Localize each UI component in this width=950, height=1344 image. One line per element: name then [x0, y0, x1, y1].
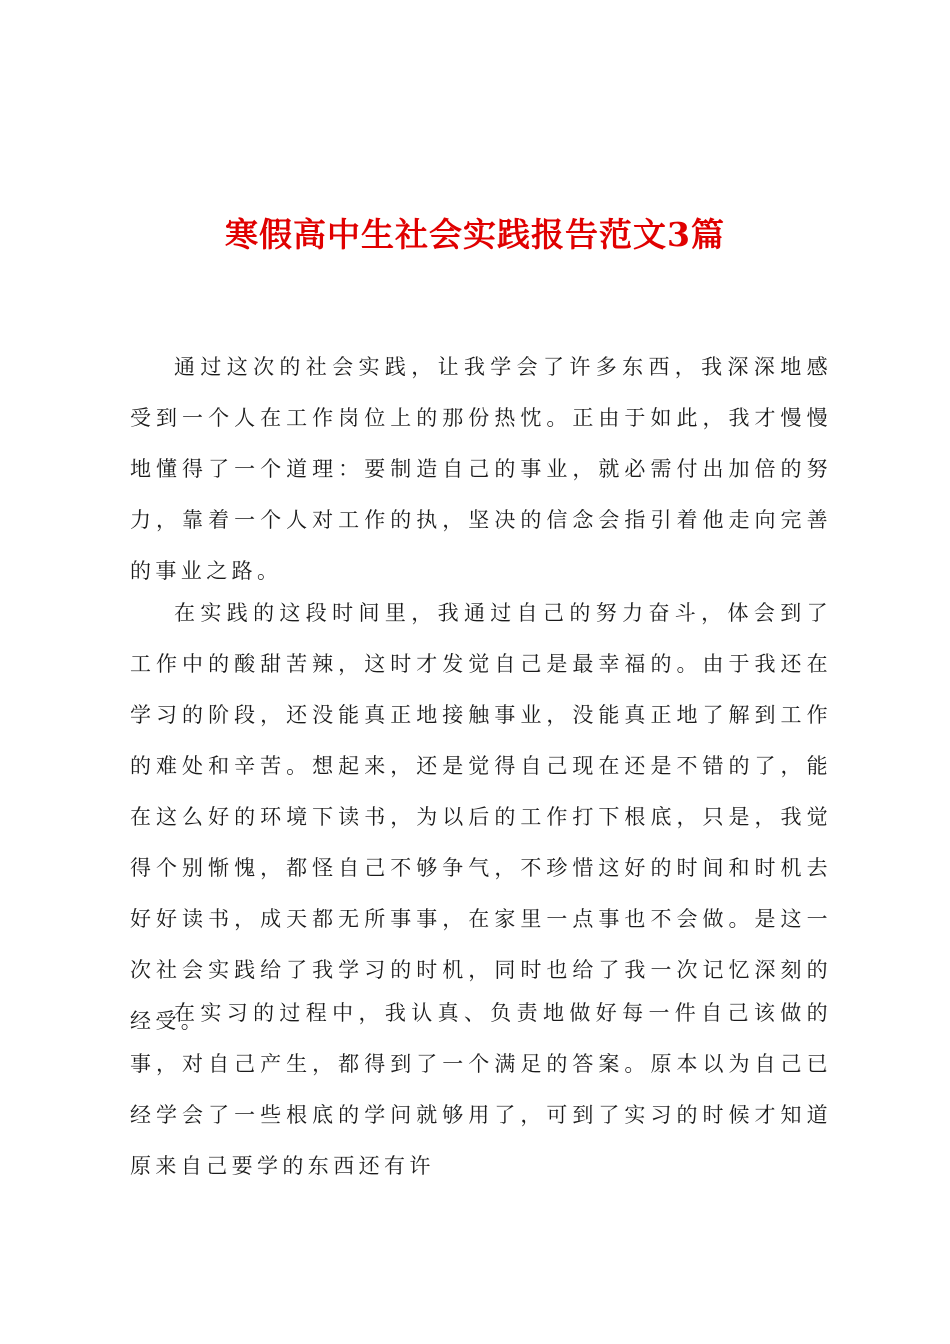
document-title: 寒假高中生社会实践报告范文3篇 — [225, 215, 725, 254]
paragraph-2: 在实践的这段时间里，我通过自己的努力奋斗，体会到了工作中的酸甜苦辣，这时才发觉自己是最幸福的。由于我还在学习的阶段，还没能真正地接触事业，没能真正地了解到工作的难处和辛苦。想起来，还是觉得自己现在还是不错的了，能在这么好的环境下读书，为以后的工作打下根底，只是，我觉得个别惭愧，都怪自己不够争气，不珍惜这好的时间和时机去好好读书，成天都无所事事，在家里一点事也不会做。是这一次社会实践给了我学习的时机，同时也给了我一次记忆深刻的经受。 — [130, 601, 832, 1033]
paragraph-1: 通过这次的社会实践，让我学会了许多东西，我深深地感受到一个人在工作岗位上的那份热忱。正由于如此，我才慢慢地懂得了一个道理：要制造自己的事业，就必需付出加倍的努力，靠着一个人对工作的执，坚决的信念会指引着他走向完善的事业之路。 — [130, 355, 832, 583]
paragraph-3: 在实习的过程中，我认真、负责地做好每一件自己该做的事，对自己产生，都得到了一个满足的答案。原本以为自己已经学会了一些根底的学问就够用了，可到了实习的时候才知道原来自己要学的东西还有许 — [130, 1001, 832, 1178]
